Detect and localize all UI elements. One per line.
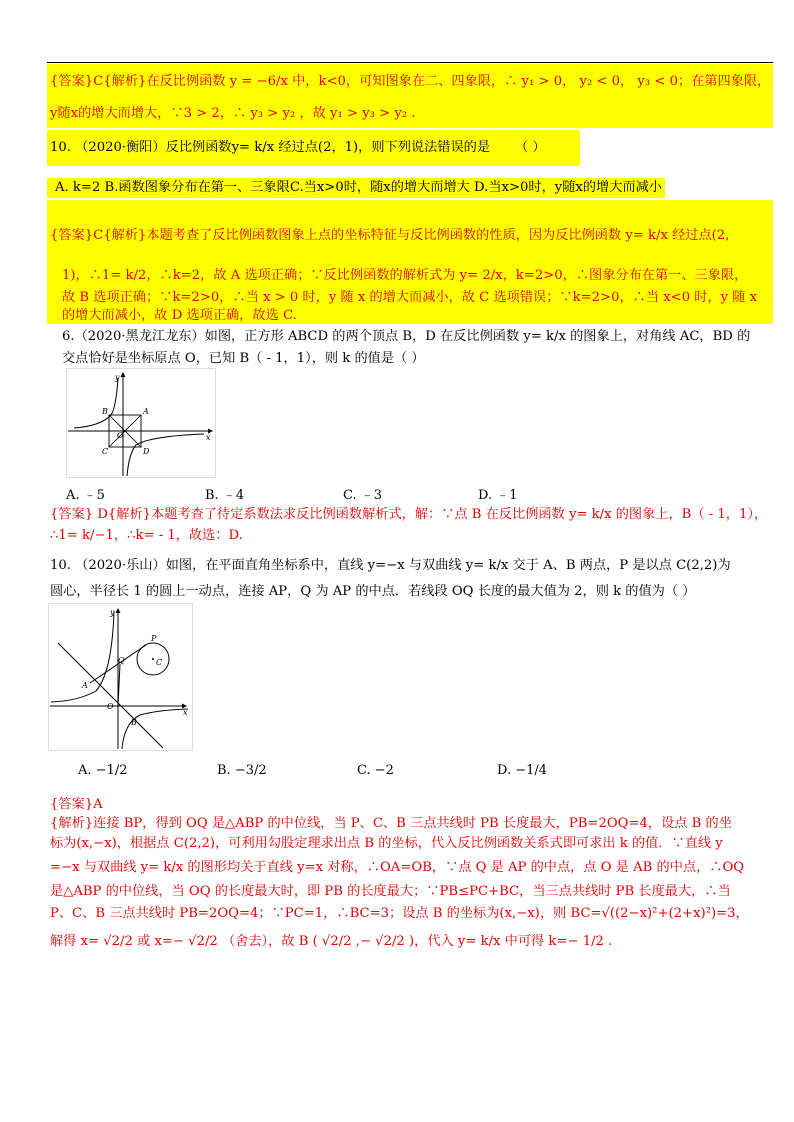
q10b-option-a: A. −1/2 xyxy=(78,763,128,778)
fig1-label-x: x xyxy=(206,433,211,442)
question-6-line-2: 交点恰好是坐标原点 O，已知 B（ - 1，1），则 k 的值是（ ） xyxy=(62,351,425,366)
q10b-explain-1: {解析}连接 BP，得到 OQ 是△ABP 的中位线，当 P、C、B 三点共线时 PB 长度最大，PB=2OQ=4，设点 B 的坐 xyxy=(50,816,732,831)
fig2-label-a: A xyxy=(82,681,88,690)
fig2-label-x: x xyxy=(183,708,188,717)
fig1-label-o: O xyxy=(117,431,124,440)
q6-answer-line-2: ∴1= k/−1，∴k= - 1，故选：D. xyxy=(50,528,243,543)
fig2-label-p: P xyxy=(151,634,157,643)
q6-answer-line-1: {答案} D{解析}本题考查了待定系数法求反比例函数解析式，解：∵点 B 在反比例函数 y= k/x 的图象上，B（ - 1，1）， xyxy=(50,507,768,522)
q6-option-a: A. ﹣5 xyxy=(66,488,105,503)
fig1-label-y: y xyxy=(115,373,120,382)
question-10a-paren: （ ） xyxy=(515,140,546,155)
question-10a-stem: 10. （2020·衡阳）反比例函数y= k/x 经过点(2，1)，则下列说法错误的是 xyxy=(50,140,491,155)
question-10a-options: A. k=2 B.函数图象分布在第一、三象限C.当x>0时，随x的增大而增大 D.当x>0时，y随x的增大而减小 xyxy=(55,180,662,195)
q10b-answer: {答案}A xyxy=(50,797,103,812)
q10b-explain-3: =−x 与双曲线 y= k/x 的图形均关于直线 y=x 对称，∴OA=OB，∵点 Q 是 AP 的中点，点 O 是 AB 的中点，∴OQ xyxy=(50,860,745,875)
fig1-label-c: C xyxy=(102,447,109,456)
question-6-line-1: 6.（2020·黑龙江龙东）如图，正方形 ABCD 的两个顶点 B，D 在反比例函数 y= k/x 的图象上，对角线 AC，BD 的 xyxy=(62,329,751,344)
fig2-label-c: C xyxy=(156,658,163,667)
answer-1-line-1: {答案}C{解析}在反比例函数 y = −6/x 中，k<0，可知图象在二、四象限，∴ y₁ > 0， y₂ < 0， y₃ < 0；在第四象限， xyxy=(50,74,771,89)
q10a-answer-line-3: 故 B 选项正确；∵k=2>0，∴当 x > 0 时，y 随 x 的增大而减小，故 C 选项错误；∵k=2>0，∴当 x<0 时，y 随 x xyxy=(62,290,758,305)
q10b-explain-6: 解得 x= √2/2 或 x=− √2/2 （舍去），故 B ( √2/2 ,− √2/2 )，代入 y= k/x 中可得 k=− 1/2 . xyxy=(50,934,613,949)
q10b-explain-5: P、C、B 三点共线时 PB=2OQ=4；∵PC=1，∴BC=3；设点 B 的坐标为(x,−x)，则 BC=√((2−x)²+(2+x)²)=3， xyxy=(50,906,749,921)
q6-option-c: C. ﹣3 xyxy=(343,488,383,503)
fig1-label-d: D xyxy=(143,447,150,456)
q10a-answer-line-2: 1)，∴1= k/2，∴k=2，故 A 选项正确；∵反比例函数的解析式为 y= 2/x，k=2>0，∴图象分布在第一、三象限， xyxy=(62,268,748,283)
figure-circle-hyperbola xyxy=(48,603,193,755)
top-rule xyxy=(47,62,773,63)
q6-option-d: D. ﹣1 xyxy=(478,488,518,503)
q10a-answer-line-4: 的增大而减小，故 D 选项正确，故选 C. xyxy=(62,308,297,323)
q10b-option-b: B. −3/2 xyxy=(217,763,267,778)
q10b-option-d: D. −1/4 xyxy=(497,763,548,778)
question-10b-line-2: 圆心，半径长 1 的圆上一动点，连接 AP，Q 为 AP 的中点．若线段 OQ 长度的最大值为 2，则 k 的值为（ ） xyxy=(50,584,696,599)
answer-1-line-2: y随x的增大而增大，∵3 > 2，∴ y₃ > y₂ ，故 y₁ > y₃ > y₂ . xyxy=(50,106,416,121)
q6-option-b: B. ﹣4 xyxy=(205,488,245,503)
q10b-explain-2: 标为(x,−x)，根据点 C(2,2)，可利用勾股定理求出点 B 的坐标，代入反比例函数关系式即可求出 k 的值．∵直线 y xyxy=(50,836,723,851)
fig2-label-b: B xyxy=(131,718,137,727)
fig2-label-o: O xyxy=(107,702,114,711)
fig1-label-a: A xyxy=(143,407,149,416)
fig2-label-y: y xyxy=(110,608,115,617)
question-10b-line-1: 10. （2020·乐山）如图，在平面直角坐标系中，直线 y=−x 与双曲线 y= k/x 交于 A、B 两点，P 是以点 C(2,2)为 xyxy=(50,558,731,573)
q10b-option-c: C. −2 xyxy=(357,763,394,778)
fig1-label-b: B xyxy=(102,407,108,416)
figure-square-hyperbola xyxy=(66,368,216,482)
fig2-label-q: Q xyxy=(118,656,125,665)
q10b-explain-4: 是△ABP 的中位线，当 OQ 的长度最大时，即 PB 的长度最大；∵PB≤PC+BC，当三点共线时 PB 长度最大，∴当 xyxy=(50,884,731,899)
q10a-answer-line-1: {答案}C{解析}本题考查了反比例函数图象上点的坐标特征与反比例函数的性质，因为反比例函数 y= k/x 经过点(2, xyxy=(50,228,730,243)
